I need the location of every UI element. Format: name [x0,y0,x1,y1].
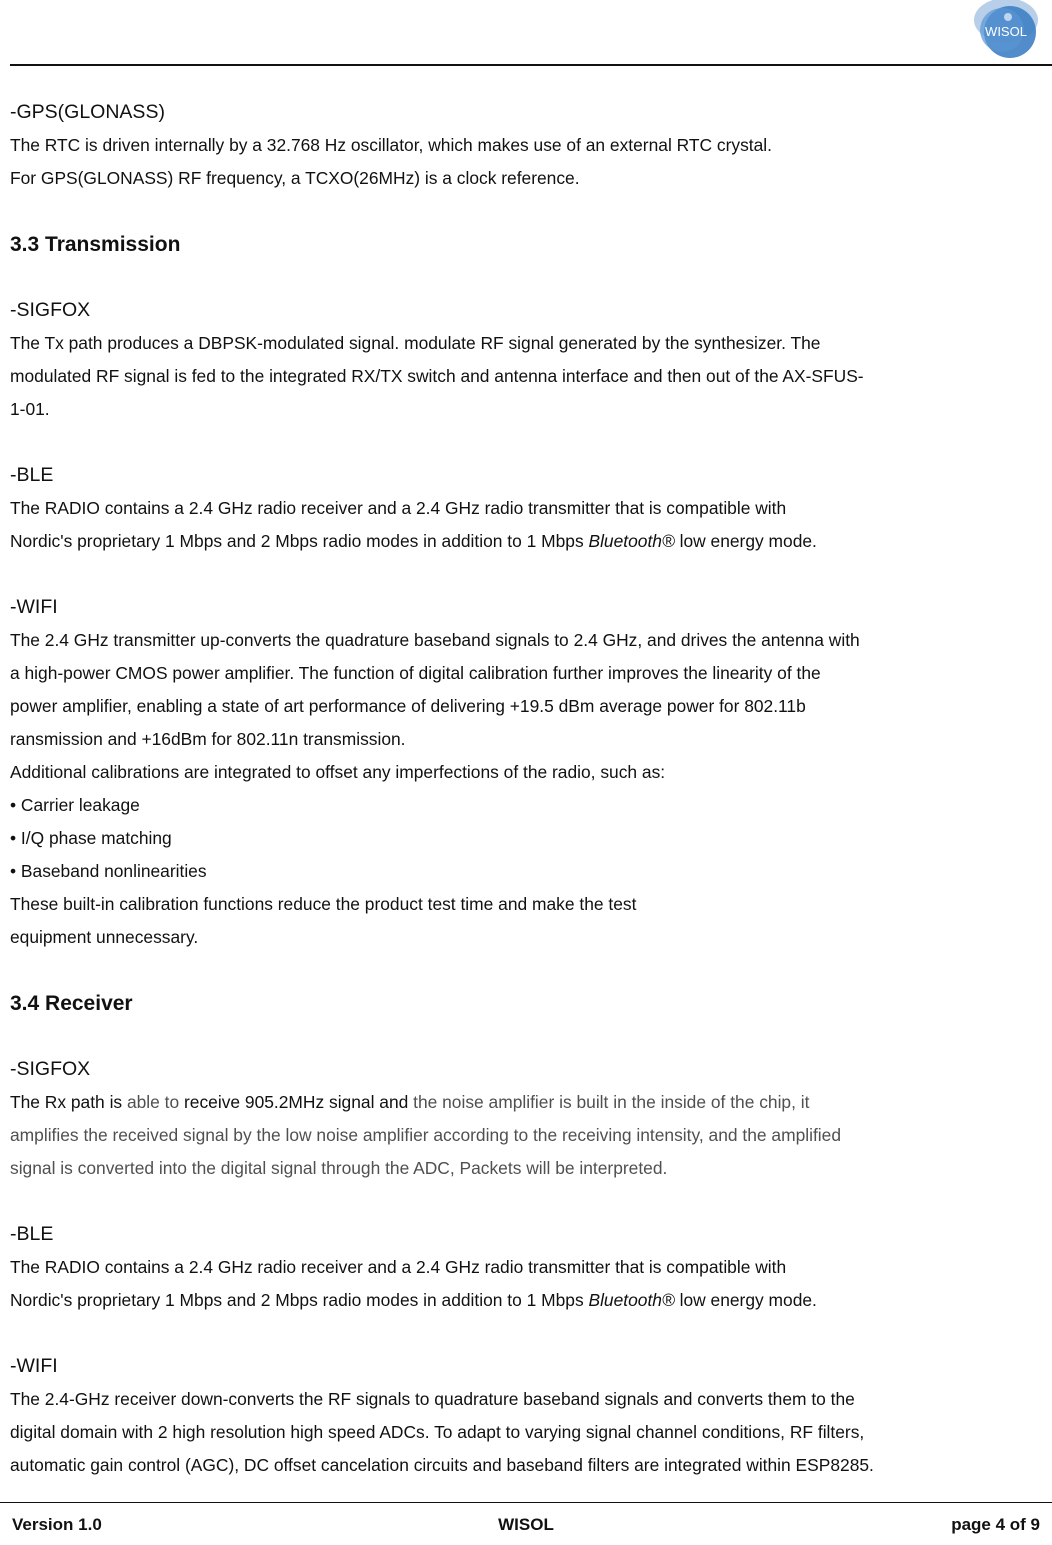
tx-sigfox-line-2: modulated RF signal is fed to the integrated RX/TX switch and antenna interface and then out of the AX-SFUS- [10,366,864,386]
header-rule [10,64,1052,66]
rx-sigfox-line-1-a: The Rx path is [10,1092,123,1112]
wisol-logo [966,0,1042,62]
tx-wifi-line-4: ransmission and +16dBm for 802.11n transmission. [10,729,406,749]
footer-rule [0,1502,1052,1503]
page-footer [0,1515,1052,1541]
rx-sigfox-line-2: amplifies the received signal by the low noise amplifier according to the receiving intensity, and the amplified [10,1125,842,1145]
tx-wifi-bullet-2: • I/Q phase matching [10,828,172,848]
footer-version: Version 1.0 [12,1515,102,1534]
logo-text: WISOL [985,24,1027,39]
tx-wifi-line-9: These built-in calibration functions reduce the product test time and make the test [10,894,637,914]
tx-wifi-bullet-3: • Baseband nonlinearities [10,861,207,881]
rx-sigfox-line-1-b: able to [122,1092,185,1112]
rx-sigfox-line-1-c: receive 905.2MHz signal and [184,1092,409,1112]
footer-page-number: page 4 of 9 [951,1515,1040,1534]
footer-company: WISOL [498,1515,554,1534]
page-header [0,0,1052,66]
tx-wifi-heading: -WIFI [10,596,58,618]
rx-ble-bluetooth: Bluetooth® [588,1290,675,1310]
rx-wifi-line-3: automatic gain control (AGC), DC offset cancelation circuits and baseband filters are integrated within ESP8285. [10,1455,874,1475]
tx-ble-line-1: The RADIO contains a 2.4 GHz radio receiver and a 2.4 GHz radio transmitter that is compatible with [10,498,787,518]
tx-ble-heading: -BLE [10,464,54,486]
rx-ble-heading: -BLE [10,1223,54,1245]
tx-wifi-line-5: Additional calibrations are integrated to offset any imperfections of the radio, such as: [10,762,666,782]
tx-wifi-line-3: power amplifier, enabling a state of art performance of delivering +19.5 dBm average power for 802.11b [10,696,806,716]
gps-line-1: The RTC is driven internally by a 32.768 Hz oscillator, which makes use of an external RTC crystal. [10,135,772,155]
rx-sigfox-line-1-d: the noise amplifier is built in the inside of the chip, it [408,1092,810,1112]
tx-sigfox-heading: -SIGFOX [10,299,91,321]
tx-wifi-bullet-1: • Carrier leakage [10,795,140,815]
tx-sigfox-line-1: The Tx path produces a DBPSK-modulated signal. modulate RF signal generated by the synthesizer. The [10,333,821,353]
tx-wifi-line-1: The 2.4 GHz transmitter up-converts the quadrature baseband signals to 2.4 GHz, and drives the antenna with [10,630,860,650]
rx-wifi-line-2: digital domain with 2 high resolution high speed ADCs. To adapt to varying signal channel conditions, RF filters, [10,1422,865,1442]
gps-line-2: For GPS(GLONASS) RF frequency, a TCXO(26MHz) is a clock reference. [10,168,580,188]
document-body [10,96,1050,1482]
rx-ble-line-2 [10,1284,1050,1317]
tx-ble-line-2-pre: Nordic's proprietary 1 Mbps and 2 Mbps radio modes in addition to 1 Mbps [10,531,589,551]
tx-wifi-line-2: a high-power CMOS power amplifier. The function of digital calibration further improves the linearity of the [10,663,821,683]
tx-ble-line-2-post: low energy mode. [674,531,817,551]
tx-ble-bluetooth: Bluetooth® [588,531,675,551]
rx-ble-line-2-pre: Nordic's proprietary 1 Mbps and 2 Mbps radio modes in addition to 1 Mbps [10,1290,589,1310]
transmission-title: 3.3 Transmission [10,233,181,256]
gps-heading: -GPS(GLONASS) [10,101,165,123]
rx-wifi-heading: -WIFI [10,1355,58,1377]
rx-sigfox-line-1 [10,1086,1050,1119]
rx-sigfox-line-3: signal is converted into the digital signal through the ADC, Packets will be interpreted. [10,1158,668,1178]
rx-ble-line-1: The RADIO contains a 2.4 GHz radio receiver and a 2.4 GHz radio transmitter that is compatible with [10,1257,787,1277]
receiver-title: 3.4 Receiver [10,992,133,1015]
tx-ble-line-2 [10,525,1050,558]
tx-sigfox-line-3: 1-01. [10,399,50,419]
rx-wifi-line-1: The 2.4-GHz receiver down-converts the RF signals to quadrature baseband signals and converts them to the [10,1389,855,1409]
rx-sigfox-heading: -SIGFOX [10,1058,91,1080]
rx-ble-line-2-post: low energy mode. [674,1290,817,1310]
tx-wifi-line-10: equipment unnecessary. [10,927,199,947]
